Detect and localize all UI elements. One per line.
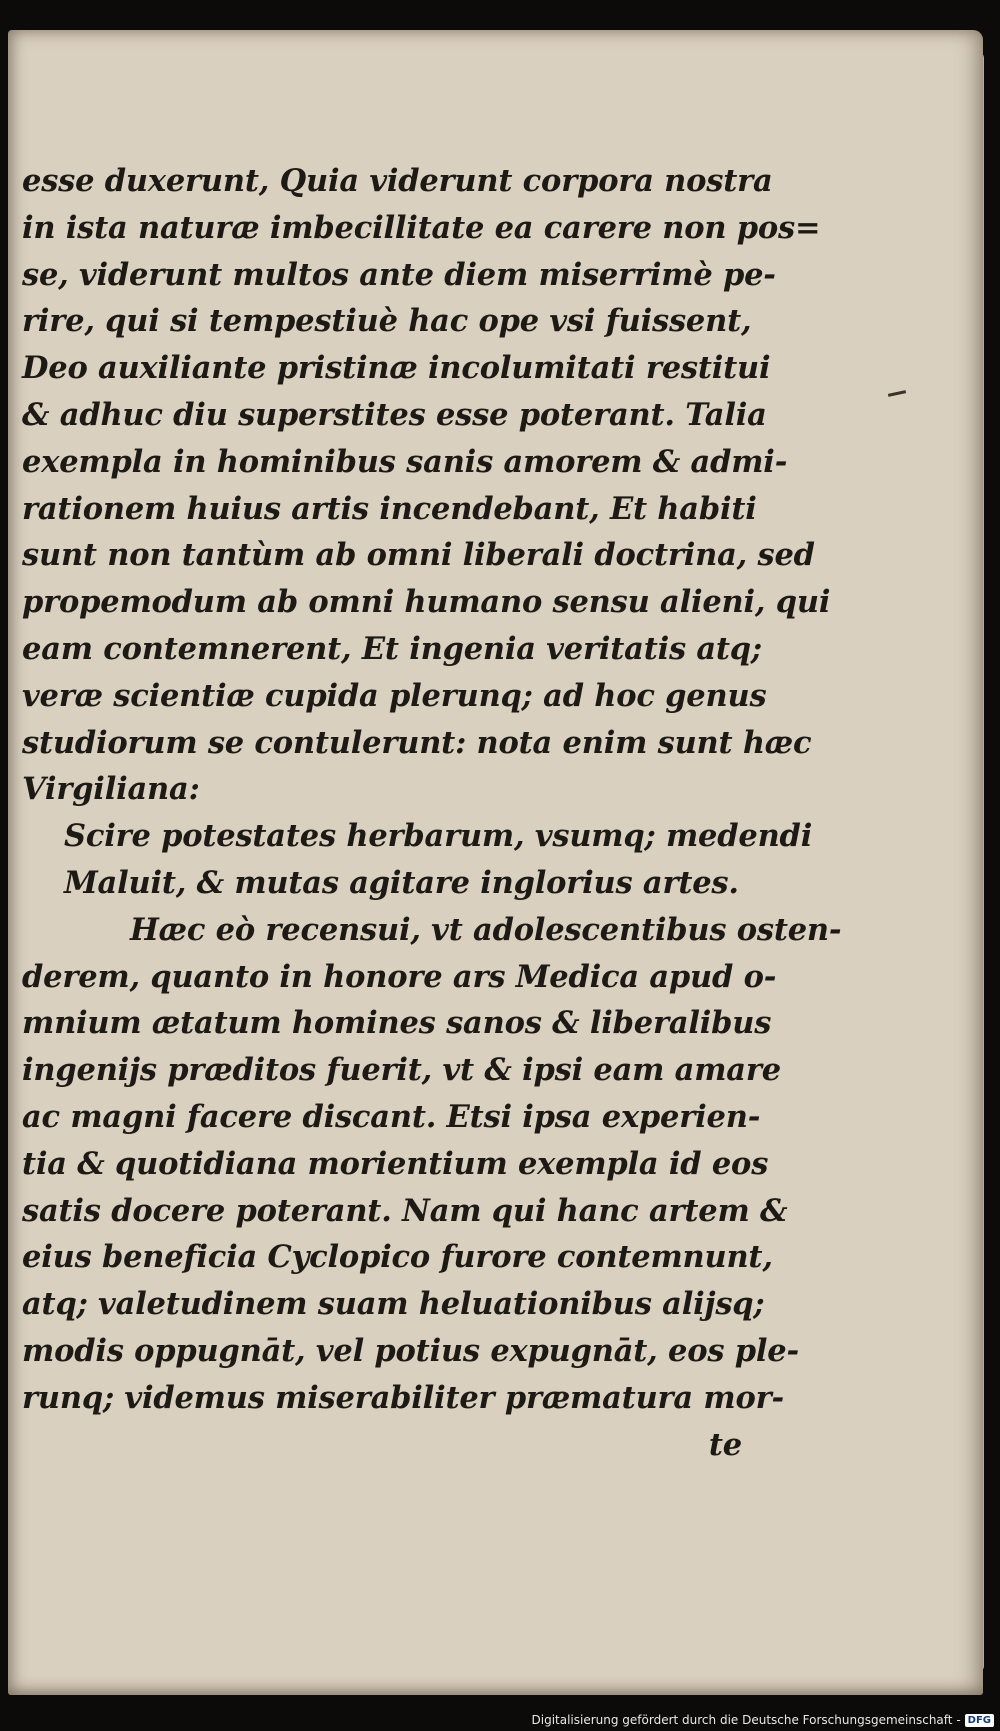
text-line: rire, qui si tempestiuè hac ope vsi fuissent, — [22, 303, 752, 340]
text-line: se, viderunt multos ante diem miserrimè pe- — [22, 256, 776, 293]
paragraph-line: mnium ætatum homines sanos & liberalibus — [22, 1005, 772, 1042]
text-line: sunt non tantùm ab omni liberali doctrina, sed — [22, 537, 815, 574]
text-line: & adhuc diu superstites esse poterant. Talia — [22, 396, 767, 433]
paragraph-line: ac magni facere discant. Etsi ipsa experien- — [22, 1098, 761, 1135]
paragraph-line: Hæc eò recensui, vt adolescentibus osten- — [130, 911, 842, 948]
paragraph-line: modis oppugnāt, vel potius expugnāt, eos ple- — [22, 1332, 799, 1369]
text-line: in ista naturæ imbecillitate ea carere non pos= — [22, 209, 821, 246]
text-line: veræ scientiæ cupida plerunq; ad hoc genus — [22, 677, 767, 714]
verse-line: Maluit, & mutas agitare inglorius artes. — [64, 864, 739, 901]
text-line: Deo auxiliante pristinæ incolumitati restitui — [22, 350, 771, 387]
paragraph-line: runq; videmus miserabiliter præmatura mor- — [22, 1379, 784, 1416]
text-line: eam contemnerent, Et ingenia veritatis atq; — [22, 630, 762, 667]
catchword: te — [708, 1426, 742, 1463]
credit-text: Digitalisierung gefördert durch die Deutsche Forschungsgemeinschaft - — [531, 1713, 961, 1727]
paragraph-line: ingenijs præditos fuerit, vt & ipsi eam amare — [22, 1052, 781, 1089]
text-line: propemodum ab omni humano sensu alieni, qui — [22, 584, 831, 621]
paragraph-line: satis docere poterant. Nam qui hanc artem & — [22, 1192, 788, 1229]
digitization-credit — [532, 1713, 995, 1727]
text-line: esse duxerunt, Quia viderunt corpora nostra — [22, 163, 773, 199]
text-line: rationem huius artis incendebant, Et habiti — [22, 490, 757, 527]
paragraph-line: tia & quotidiana morientium exempla id eos — [22, 1145, 769, 1182]
text-line: Virgiliana: — [22, 771, 200, 808]
text-line: studiorum se contulerunt: nota enim sunt hæc — [22, 724, 812, 761]
paragraph-line: derem, quanto in honore ars Medica apud o- — [22, 958, 777, 995]
paragraph-line: atq; valetudinem suam heluationibus alijsq; — [22, 1286, 765, 1323]
page-text — [22, 158, 842, 1468]
dfg-logo: DFG — [965, 1714, 994, 1727]
paragraph-line: eius beneficia Cyclopico furore contemnunt, — [22, 1239, 773, 1276]
text-line: exempla in hominibus sanis amorem & admi- — [22, 443, 788, 480]
verse-line: Scire potestates herbarum, vsumq; medendi — [64, 818, 813, 855]
